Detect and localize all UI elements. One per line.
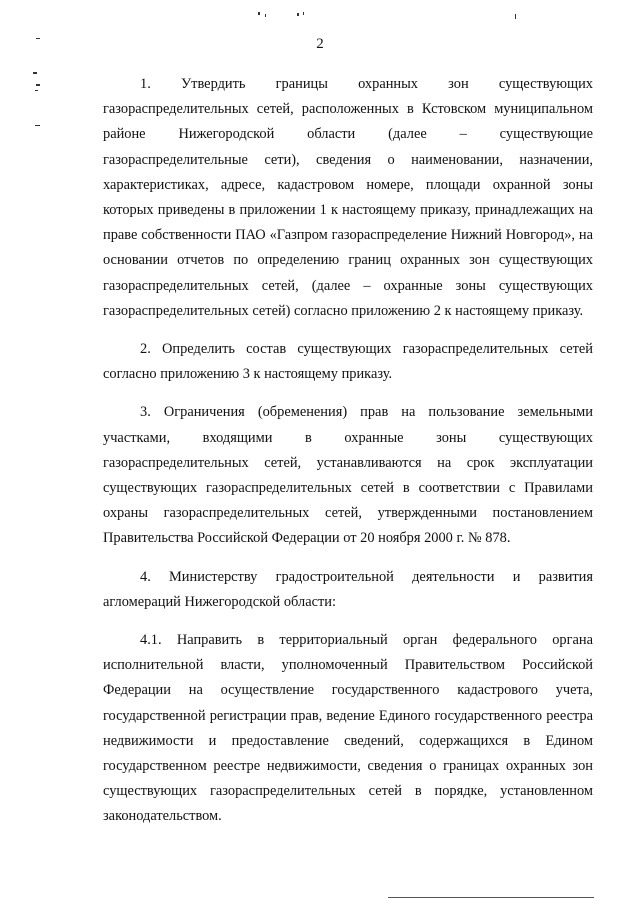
paragraph-3: 3. Ограничения (обременения) прав на пользование земельными участками, входящими в охранные зоны существующих газораспределительных сетей, устанавливаются на срок эксплуатации существующих газораспределительных сетей в соответствии с Правилами охраны газораспределительных сетей, утвержденными постановлением Правительства Российской Федерации от 20 ноября 2000 г. № 878. [103, 404, 593, 547]
scan-mark [33, 72, 37, 74]
paragraph-1: 1. Утвердить границы охранных зон существующих газораспределительных сетей, расположенных в Кстовском муниципальном районе Нижегородской области (далее – существующие газораспределительные сети), сведения о наименовании, назначении, характеристиках, адресе, кадастровом номере, площади охранной зоны которых приведены в приложении 1 к настоящему приказу, принадлежащих на праве собственности ПАО «Газпром газораспределение Нижний Новгород», на основании отчетов по определению границ охранных зон существующих газораспределительных сетей, (далее – охранные зоны существующих газораспределительных сетей) согласно приложению 2 к настоящему приказу. [103, 76, 593, 319]
page-number: 2 [316, 36, 324, 52]
paragraph-4: 4. Министерству градостроительной деятельности и развития агломераций Нижегородской области: [103, 568, 593, 610]
scan-mark [265, 14, 266, 17]
scan-mark [303, 12, 304, 15]
body-text [103, 72, 593, 830]
scan-mark [297, 13, 299, 16]
footer-rule [388, 897, 594, 898]
scan-mark [258, 12, 260, 15]
scan-mark [35, 125, 40, 126]
paragraph-2: 2. Определить состав существующих газораспределительных сетей согласно приложению 3 к настоящему приказу. [103, 341, 593, 383]
paragraph-4-1: 4.1. Направить в территориальный орган федерального органа исполнительной власти, уполномоченный Правительством Российской Федерации на осуществление государственного кадастрового учета, государственной регистрации прав, ведение Единого государственного реестра недвижимости и предоставление сведений, содержащихся в Едином государственном реестре недвижимости, сведения о границах охранных зон существующих газораспределительных сетей в порядке, установленном законодательством. [103, 632, 593, 825]
scan-mark [35, 90, 38, 91]
scan-mark [515, 14, 516, 19]
scan-mark [36, 84, 40, 86]
